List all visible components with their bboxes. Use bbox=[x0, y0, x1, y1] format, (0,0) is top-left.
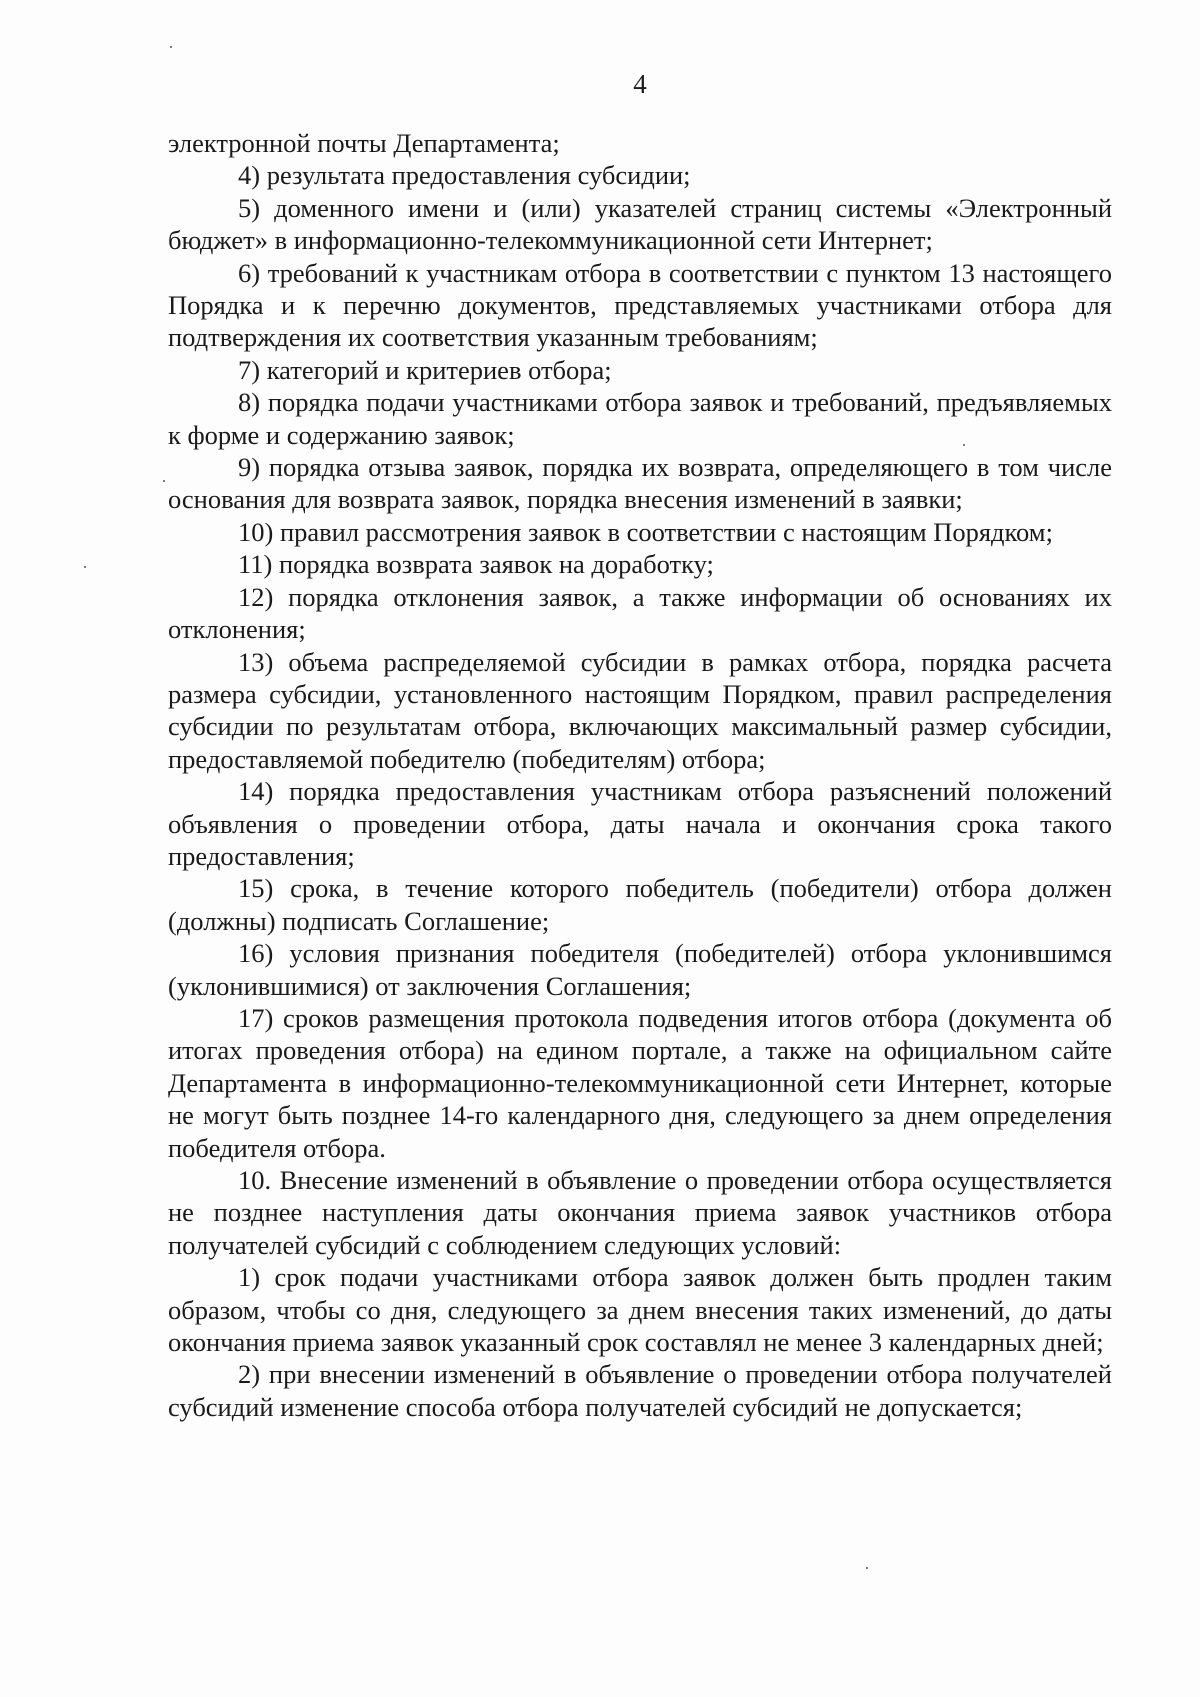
scan-speck bbox=[84, 566, 86, 568]
paragraph: 13) объема распределяемой субсидии в рамках отбора, порядка расчета размера субсидии, установленного настоящим Порядком, правил распределения субсидии по результатам отбора, включающих максимальный размер субсидии, предоставляемой победителю (победителям) отбора; bbox=[168, 646, 1112, 774]
paragraph: 7) категорий и критериев отбора; bbox=[238, 354, 612, 385]
paragraph: 6) требований к участникам отбора в соответствии с пунктом 13 настоящего Порядка и к перечню документов, представляемых участниками отбора для подтверждения их соответствия указанным требованиям; bbox=[168, 257, 1112, 353]
paragraph: 14) порядка предоставления участникам отбора разъяснений положений объявления о проведении отбора, даты начала и окончания срока такого предоставления; bbox=[168, 776, 1112, 871]
paragraph: электронной почты Департамента; bbox=[168, 128, 560, 158]
paragraph: 10) правил рассмотрения заявок в соответствии с настоящим Порядком; bbox=[238, 516, 1053, 547]
paragraph: 9) порядка отзыва заявок, порядка их возврата, определяющего в том числе основания для возврата заявок, порядка внесения изменений в заявки; bbox=[168, 452, 1112, 515]
scan-speck bbox=[963, 444, 965, 446]
paragraph: 8) порядка подачи участниками отбора заявок и требований, предъявляемых к форме и содержанию заявок; bbox=[168, 387, 1112, 450]
paragraph: 11) порядка возврата заявок на доработку; bbox=[238, 549, 714, 580]
paragraph: 2) при внесении изменений в объявление о проведении отбора получателей субсидий изменение способа отбора получателей субсидий не допускается; bbox=[168, 1359, 1112, 1422]
scan-speck bbox=[170, 46, 172, 48]
document-body bbox=[168, 127, 1112, 1423]
page-number: 4 bbox=[633, 69, 647, 99]
paragraph: 12) порядка отклонения заявок, а также информации об основаниях их отклонения; bbox=[168, 581, 1112, 645]
paragraph: 10. Внесение изменений в объявление о проведении отбора осуществляется не позднее наступления даты окончания приема заявок участников отбора получателей субсидий с соблюдением следующих условий: bbox=[168, 1165, 1112, 1260]
paragraph: 1) срок подачи участниками отбора заявок должен быть продлен таким образом, чтобы со дня, следующего за днем внесения таких изменений, до даты окончания приема заявок указанный срок составлял не менее 3 календарных дней; bbox=[168, 1262, 1112, 1358]
paragraph: 16) условия признания победителя (победителей) отбора уклонившимся (уклонившимися) от заключения Соглашения; bbox=[168, 938, 1112, 1001]
paragraph: 15) срока, в течение которого победитель (победители) отбора должен (должны) подписать Соглашение; bbox=[168, 873, 1112, 936]
paragraph: 5) доменного имени и (или) указателей страниц системы «Электронный бюджет» в информационно-телекоммуникационной сети Интернет; bbox=[168, 192, 1112, 256]
paragraph: 4) результата предоставления субсидии; bbox=[238, 160, 691, 191]
scan-speck bbox=[866, 1567, 868, 1569]
paragraph: 17) сроков размещения протокола подведения итогов отбора (документа об итогах проведения отбора) на едином портале, а также на официальном сайте Департамента в информационно-телекоммуникационной сети Интернет, которые не могут быть позднее 14-го календарного дня, следующего за днем определения победителя отбора. bbox=[168, 1002, 1112, 1163]
scan-speck bbox=[163, 480, 165, 482]
